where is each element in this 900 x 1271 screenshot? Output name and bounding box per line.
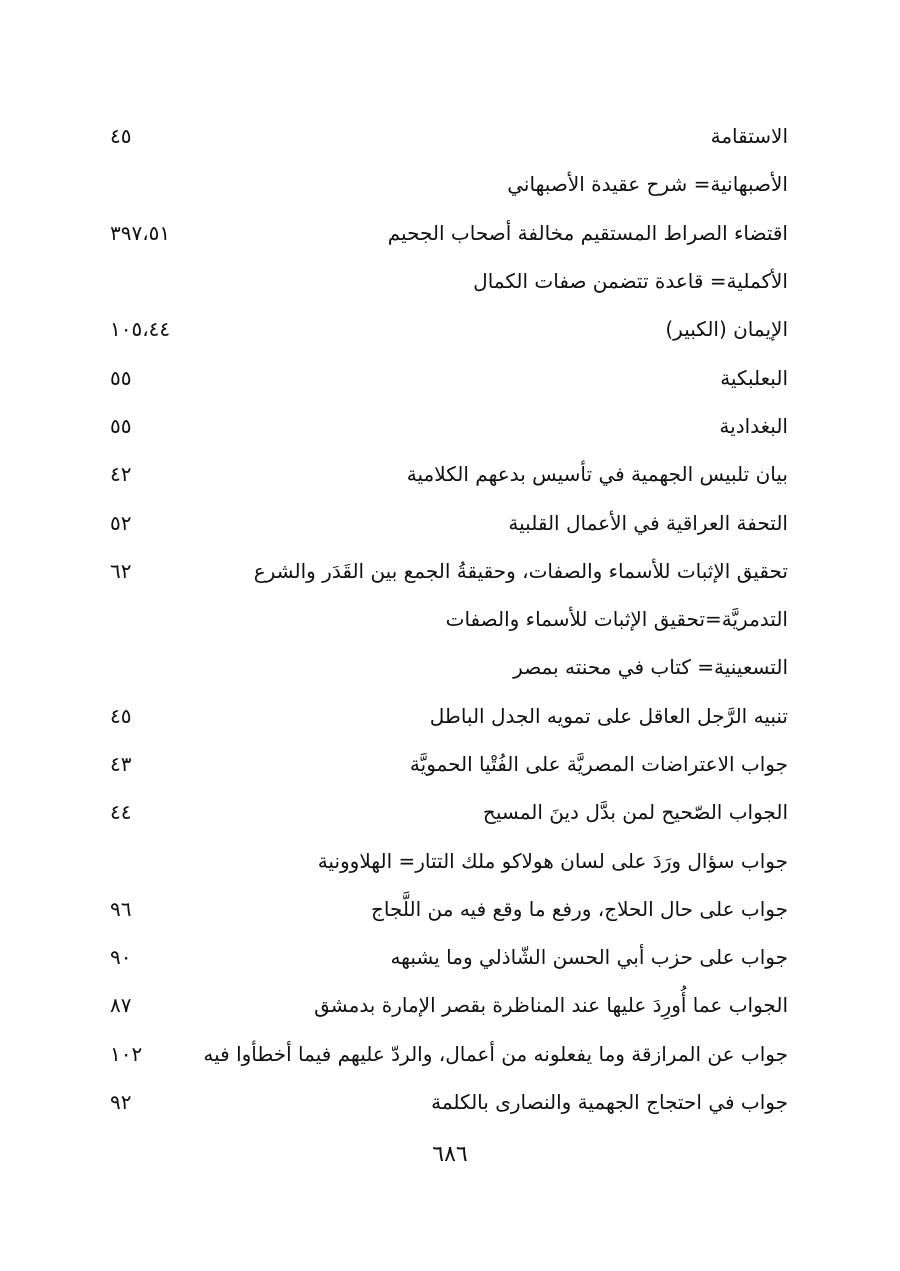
- entry-title: اقتضاء الصراط المستقيم مخالفة أصحاب الجحيم: [387, 220, 788, 245]
- entry-title: جواب على حزب أبي الحسن الشّاذلي وما يشبهه: [390, 945, 788, 970]
- entry-title: جواب سؤال ورَدَ على لسان هولاكو ملك التتار= الهلاوونية: [317, 848, 788, 873]
- entry-pages: ٤٥: [110, 124, 132, 149]
- index-entry: [100, 788, 788, 836]
- entry-title: جواب على حال الحلاج، ورفع ما وقع فيه من اللَّجاج: [370, 896, 788, 921]
- index-entry: [100, 643, 788, 691]
- entry-title: الإيمان (الكبير): [665, 317, 788, 342]
- index-entry: [100, 595, 788, 643]
- index-entry: [100, 160, 788, 208]
- entry-pages: ٣٩٧،٥١: [110, 220, 171, 245]
- entry-title: التحفة العراقية في الأعمال القلبية: [508, 510, 788, 535]
- index-entry: [100, 402, 788, 450]
- entry-pages: ٩٠: [110, 945, 132, 970]
- index-entry: [100, 547, 788, 595]
- entry-title: البغدادية: [719, 413, 788, 438]
- index-entry: [100, 353, 788, 401]
- index-entry: [100, 257, 788, 305]
- index-entry: [100, 981, 788, 1029]
- entry-title: الأصبهانية= شرح عقيدة الأصبهاني: [507, 172, 788, 197]
- entry-title: التسعينية= كتاب في محنته بمصر: [513, 655, 788, 680]
- entry-pages: ١٠٥،٤٤: [110, 317, 171, 342]
- index-entry: [100, 305, 788, 353]
- entry-title: البعلبكية: [720, 365, 788, 390]
- index-entry: [100, 933, 788, 981]
- entry-pages: ٩٦: [110, 896, 132, 921]
- entry-pages: ٤٥: [110, 703, 132, 728]
- index-entry: [100, 836, 788, 884]
- entry-title: الجواب عما أُورِدَ عليها عند المناظرة بقصر الإمارة بدمشق: [314, 993, 788, 1018]
- entry-pages: ٥٥: [110, 365, 132, 390]
- entry-title: جواب عن المرازقة وما يفعلونه من أعمال، والردّ عليهم فيما أخطأوا فيه: [203, 1041, 788, 1066]
- entry-pages: ١٠٢: [110, 1041, 143, 1066]
- index-entry: [100, 692, 788, 740]
- entry-pages: ٤٤: [110, 800, 132, 825]
- index-entry: [100, 740, 788, 788]
- index-entry: [100, 209, 788, 257]
- entry-title: بيان تلبيس الجهمية في تأسيس بدعهم الكلامية: [406, 462, 788, 487]
- entry-title: الأكملية= قاعدة تتضمن صفات الكمال: [473, 269, 788, 294]
- entry-title: الاستقامة: [710, 124, 788, 149]
- entry-title: التدمريَّة=تحقيق الإثبات للأسماء والصفات: [445, 607, 788, 632]
- index-entry: [100, 498, 788, 546]
- entry-pages: ٨٧: [110, 993, 132, 1018]
- entry-title: تنبيه الرَّجل العاقل على تمويه الجدل الباطل: [429, 703, 788, 728]
- entry-pages: ٤٣: [110, 752, 132, 776]
- book-index-list: [100, 112, 788, 1126]
- page-number: ٦٨٦: [432, 1142, 468, 1167]
- entry-pages: ٦٢: [110, 558, 132, 583]
- entry-title: جواب في احتجاج الجهمية والنصارى بالكلمة: [431, 1090, 788, 1115]
- entry-pages: ٤٢: [110, 462, 132, 487]
- entry-title: جواب الاعتراضات المصريَّة على الفُتْيا الحمويَّة: [409, 752, 788, 776]
- index-entry: [100, 1078, 788, 1126]
- index-entry: [100, 1030, 788, 1078]
- index-entry: [100, 112, 788, 160]
- index-entry: [100, 450, 788, 498]
- index-entry: [100, 885, 788, 933]
- entry-pages: ٥٥: [110, 413, 132, 438]
- entry-title: تحقيق الإثبات للأسماء والصفات، وحقيقةُ الجمع بين القَدَر والشرع: [253, 558, 788, 583]
- entry-title: الجواب الصّحيح لمن بدَّل دينَ المسيح: [482, 800, 788, 825]
- entry-pages: ٩٢: [110, 1090, 132, 1115]
- entry-pages: ٥٢: [110, 510, 132, 535]
